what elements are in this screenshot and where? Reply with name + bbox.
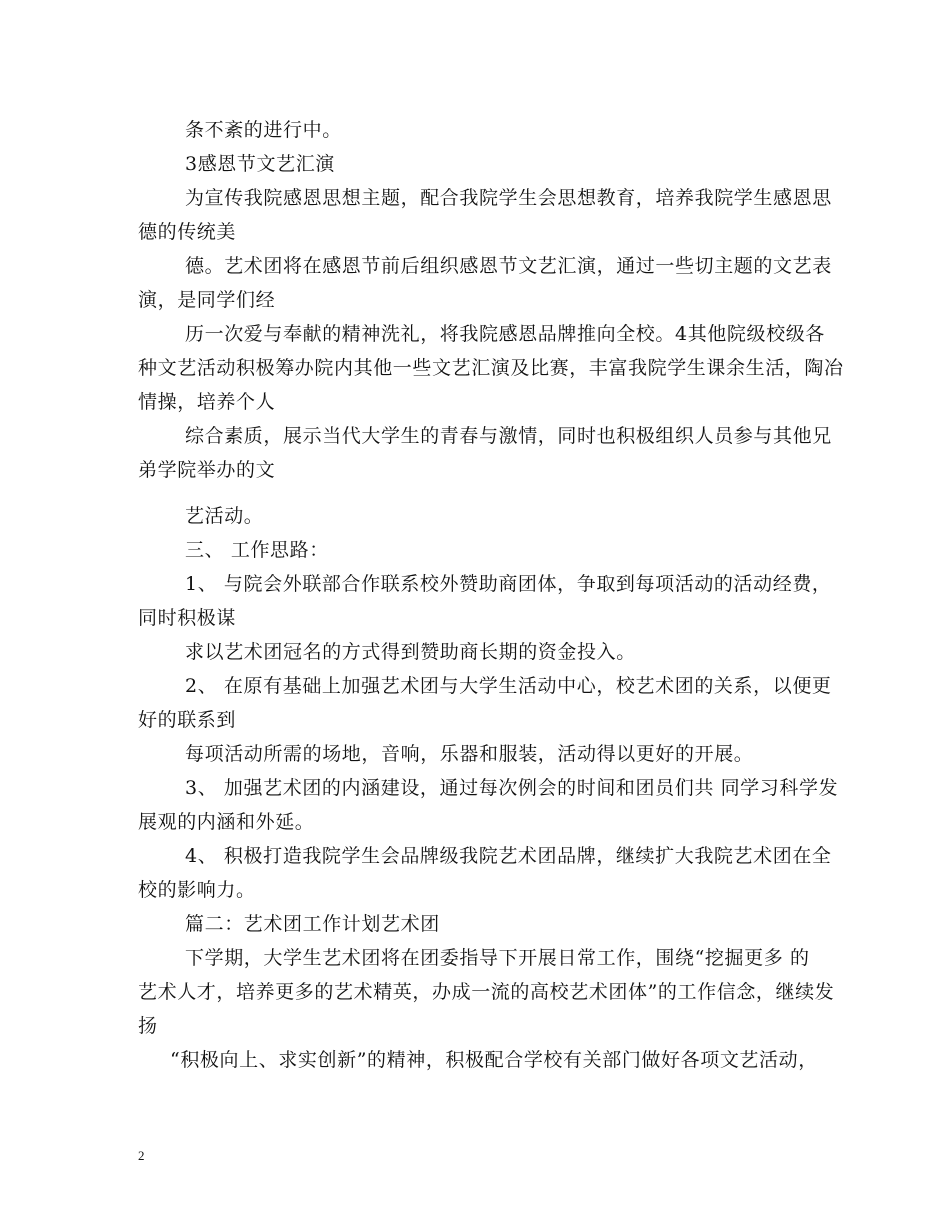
text-line: 弟学院举办的文 [138,459,276,481]
text-line: 历一次爱与奉献的精神洗礼，将我院感恩品牌推向全校。4其他院级校级各 [185,323,825,345]
text-line: 每项活动所需的场地，音响，乐器和服装，活动得以更好的开展。 [185,743,754,765]
text-line: 2、 在原有基础上加强艺术团与大学生活动中心，校艺术团的关系，以便更 [185,675,832,697]
text-line: 4、 积极打造我院学生会品牌级我院艺术团品牌，继续扩大我院艺术团在全 [185,845,832,867]
text-line: 艺活动。 [185,505,264,527]
section-heading: 3感恩节文艺汇演 [185,153,335,175]
text-line: 德。艺术团将在感恩节前后组织感恩节文艺汇演，通过一些切主题的文艺表 [185,255,832,277]
text-line: 扬 [138,1015,158,1037]
text-line: 下学期，大学生艺术团将在团委指导下开展日常工作，围绕“挖掘更多 的 [185,947,810,969]
text-line: 校的影响力。 [138,879,256,901]
text-line: 展观的内涵和外延。 [138,811,315,833]
text-line: 求以艺术团冠名的方式得到赞助商长期的资金投入。 [185,641,636,663]
text-line: “积极向上、求实创新”的精神，积极配合学校有关部门做好各项文艺活动， [170,1049,818,1071]
section-heading: 三、 工作思路： [185,539,329,561]
text-line: 为宣传我院感恩思想主题，配合我院学生会思想教育，培养我院学生感恩思 [185,187,832,209]
text-line: 情操，培养个人 [138,391,276,413]
text-line: 艺术人才，培养更多的艺术精英，办成一流的高校艺术团体”的工作信念，继续发 [138,981,835,1003]
text-line: 种文艺活动积极筹办院内其他一些文艺汇演及比赛，丰富我院学生课余生活，陶冶 [138,357,844,379]
text-line: 综合素质，展示当代大学生的青春与激情，同时也积极组织人员参与其他兄 [185,425,832,447]
text-line: 3、 加强艺术团的内涵建设，通过每次例会的时间和团员们共 同学习科学发 [185,777,839,799]
text-line: 条不紊的进行中。 [185,119,342,141]
text-line: 同时积极谋 [138,607,237,629]
text-line: 德的传统美 [138,221,237,243]
section-heading: 篇二：艺术团工作计划艺术团 [185,913,440,935]
text-line: 演，是同学们经 [138,289,276,311]
text-line: 好的联系到 [138,709,237,731]
text-line: 1、 与院会外联部合作联系校外赞助商团体，争取到每项活动的活动经费， [185,573,832,595]
page-number: 2 [138,1148,145,1163]
